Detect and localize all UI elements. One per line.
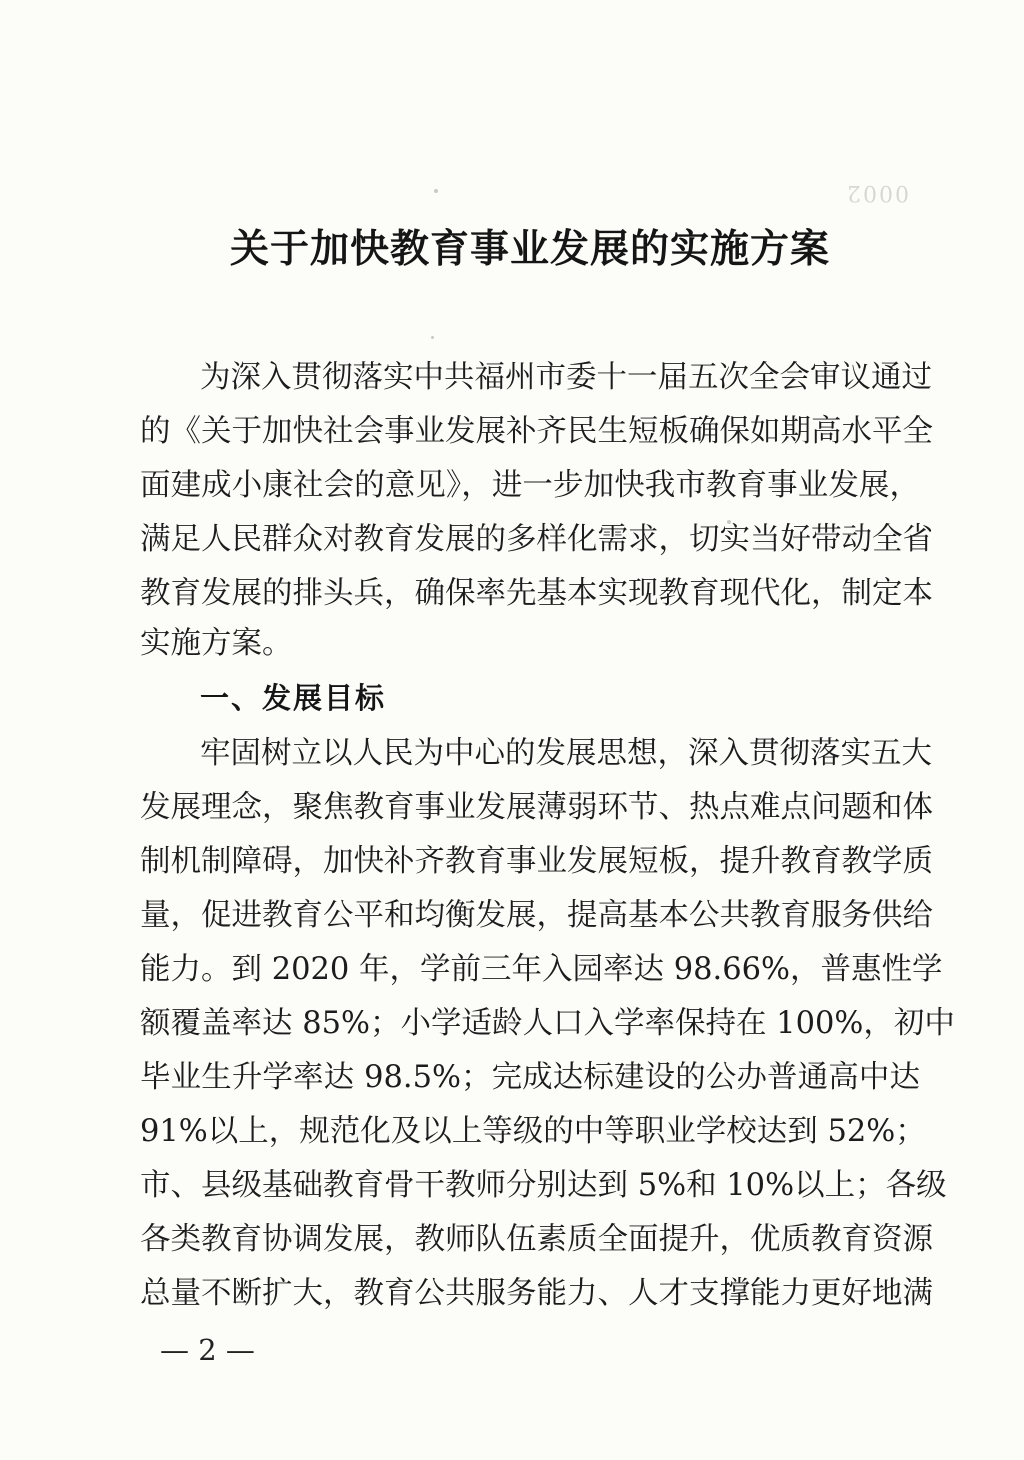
page-number: — 2 — xyxy=(160,1333,255,1367)
paragraph-line: 量，促进教育公平和均衡发展，提高基本公共教育服务供给 xyxy=(140,898,933,933)
bleed-through-stamp: 0002 xyxy=(845,180,909,205)
paragraph-line: 面建成小康社会的意见》，进一步加快我市教育事业发展， xyxy=(140,468,920,503)
paragraph-line: 额覆盖率达 85%；小学适龄人口入学率保持在 100%，初中 xyxy=(140,1006,955,1041)
paragraph-line: 发展理念，聚焦教育事业发展薄弱环节、热点难点问题和体 xyxy=(140,790,933,825)
paragraph-line: 牢固树立以人民为中心的发展思想，深入贯彻落实五大 xyxy=(200,736,932,771)
paragraph-line: 能力。到 2020 年，学前三年入园率达 98.66%，普惠性学 xyxy=(140,952,943,987)
paragraph-line: 各类教育协调发展，教师队伍素质全面提升，优质教育资源 xyxy=(140,1222,933,1257)
paragraph-line: 的《关于加快社会事业发展补齐民生短板确保如期高水平全 xyxy=(140,414,933,449)
paragraph-line: 满足人民群众对教育发展的多样化需求，切实当好带动全省 xyxy=(140,522,933,557)
paragraph-line: 制机制障碍，加快补齐教育事业发展短板，提升教育教学质 xyxy=(140,844,933,879)
scan-dot xyxy=(434,189,438,193)
paragraph-line: 总量不断扩大，教育公共服务能力、人才支撑能力更好地满 xyxy=(140,1276,933,1311)
section-heading: 一、发展目标 xyxy=(200,681,387,715)
paragraph-line: 91%以上，规范化及以上等级的中等职业学校达到 52%； xyxy=(140,1114,926,1149)
scan-dot xyxy=(431,336,434,339)
paragraph-line: 市、县级基础教育骨干教师分别达到 5%和 10%以上；各级 xyxy=(140,1168,947,1203)
paragraph-line: 为深入贯彻落实中共福州市委十一届五次全会审议通过 xyxy=(200,360,932,395)
paragraph-line: 教育发展的排头兵，确保率先基本实现教育现代化，制定本 xyxy=(140,576,933,611)
document-title: 关于加快教育事业发展的实施方案 xyxy=(229,227,830,272)
paragraph-line: 实施方案。 xyxy=(140,626,293,661)
paragraph-line: 毕业生升学率达 98.5%；完成达标建设的公办普通高中达 xyxy=(140,1060,920,1095)
